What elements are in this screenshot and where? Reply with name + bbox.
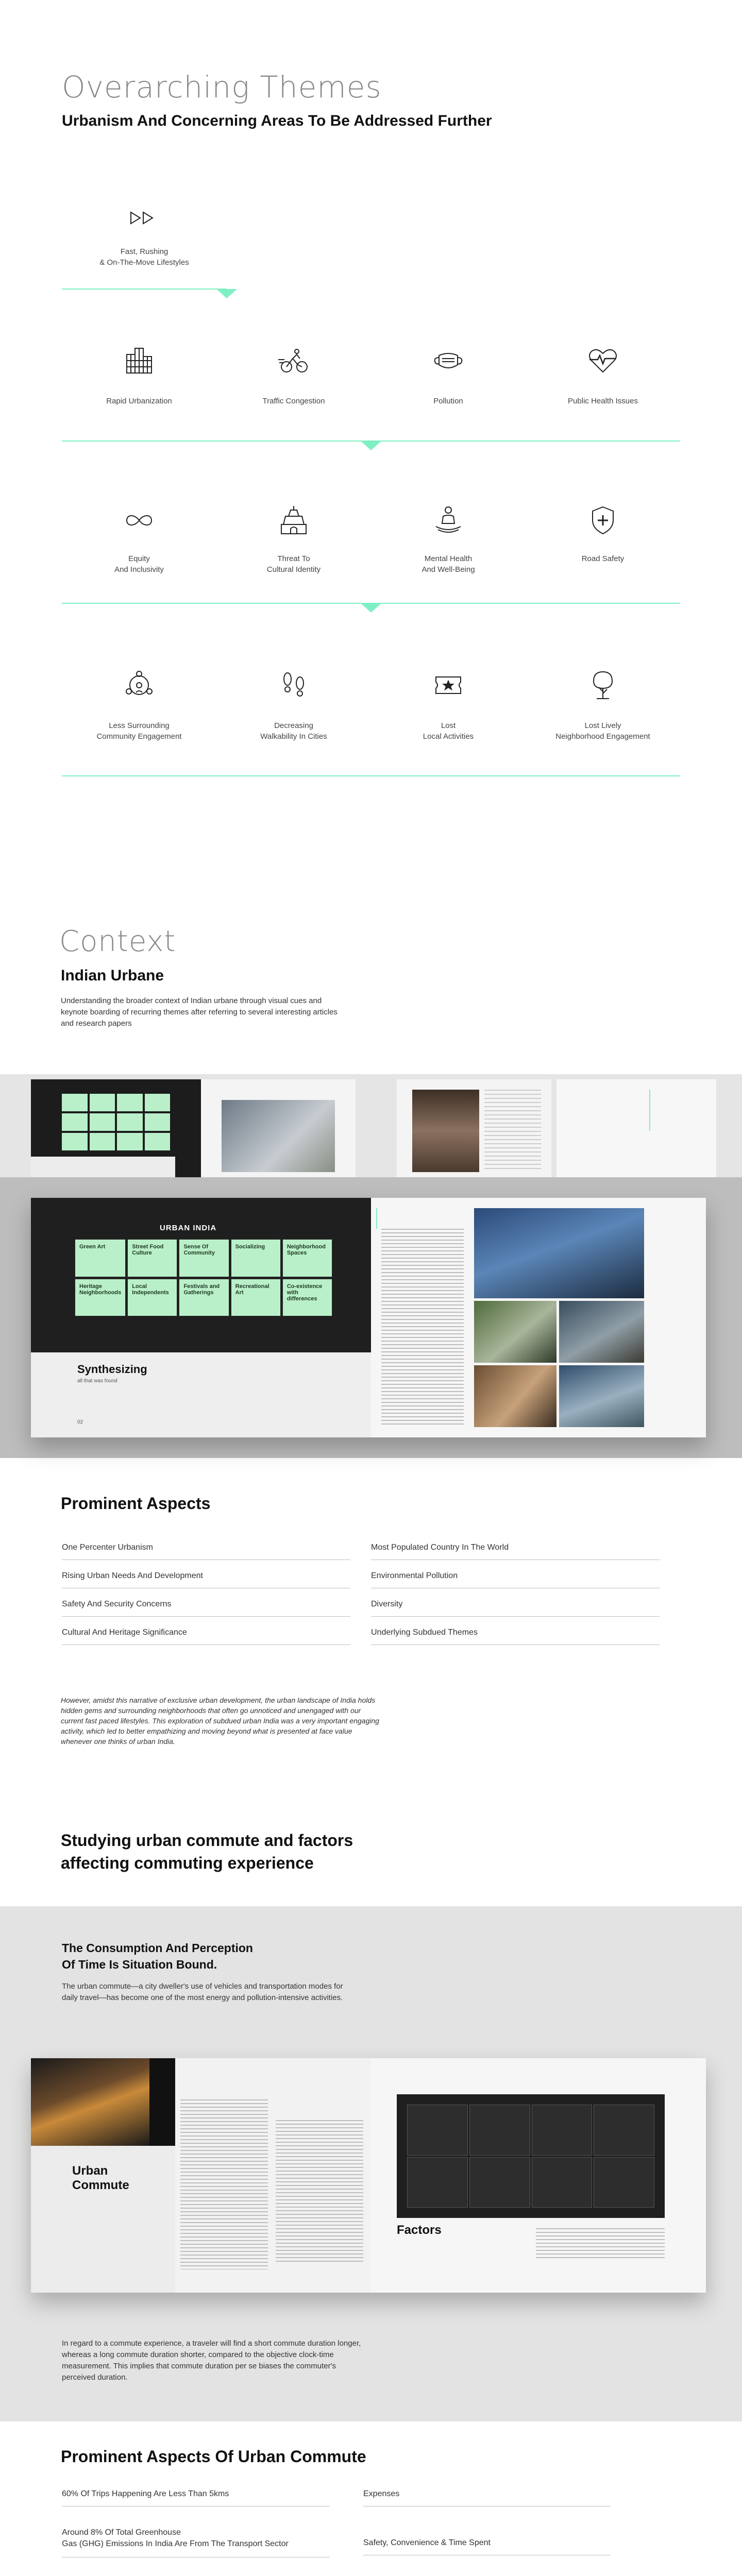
theme-label: Pollution: [433, 397, 463, 405]
book-thumb-photos: [201, 1079, 356, 1177]
aspect-item: One Percenter Urbanism: [62, 1543, 350, 1560]
book-cover-title: Synthesizing: [77, 1363, 147, 1376]
commute-heading: Studying urban commute and factors affecting commuting experience: [61, 1831, 353, 1872]
book-thumb-dark: [31, 1079, 201, 1177]
factors-panel: [397, 2094, 665, 2218]
fast-forward-icon: [129, 210, 160, 228]
theme-label: Threat To Cultural Identity: [266, 554, 321, 574]
arrow-indicator: [361, 603, 381, 613]
open-book: [31, 1198, 706, 1437]
page-number: 02: [77, 1419, 83, 1425]
themes-title: Overarching Themes: [62, 70, 382, 105]
photo-lane: [559, 1365, 644, 1427]
grid-cell: Co-existence with differences: [282, 1279, 332, 1317]
community-icon: [119, 665, 160, 706]
theme-grid: [75, 1239, 332, 1316]
ticket-icon: [428, 665, 469, 706]
theme-equity: [62, 500, 216, 575]
divider: [62, 775, 680, 776]
themes-subtitle: Urbanism And Concerning Areas To Be Addressed Further: [62, 112, 492, 129]
aspects2-title: Prominent Aspects Of Urban Commute: [61, 2447, 366, 2466]
theme-label: Public Health Issues: [568, 397, 638, 405]
grid-cell: Street Food Culture: [127, 1239, 177, 1277]
book-header: URBAN INDIA: [160, 1224, 217, 1232]
theme-label: Lost Lively Neighborhood Engagement: [555, 721, 650, 741]
photo-shop: [474, 1365, 556, 1427]
book-cover-caption: all that was found: [77, 1378, 117, 1384]
meditation-icon: [428, 500, 469, 541]
book-thumb-collage: [397, 1079, 551, 1177]
theme-local-activities: [371, 665, 526, 742]
theme-cultural-identity: [216, 500, 371, 575]
aspect-item: Most Populated Country In The World: [371, 1543, 660, 1560]
aspect-item: 60% Of Trips Happening Are Less Than 5kms: [62, 2481, 330, 2506]
book-left-page: [31, 1198, 371, 1437]
aspect-item: Underlying Subdued Themes: [371, 1628, 660, 1645]
theme-label: Equity And Inclusivity: [114, 554, 164, 574]
aspects2-right-list: [363, 2481, 611, 2576]
grid-cell: Green Art: [75, 1239, 126, 1277]
text-column: [381, 1229, 464, 1425]
arrow-indicator: [361, 441, 381, 450]
theme-label: Mental Health And Well-Being: [421, 554, 475, 574]
aspects-left-list: [62, 1543, 350, 1645]
aspects2-left-list: [62, 2481, 330, 2576]
theme-walkability: [216, 665, 371, 742]
grid-cell: Festivals and Gatherings: [179, 1279, 229, 1317]
commute-band-title: The Consumption And Perception Of Time Is Situation Bound.: [62, 1941, 253, 1971]
grid-cell: Sense Of Community: [179, 1239, 229, 1277]
tree-icon: [582, 665, 623, 706]
context-title: Context: [59, 925, 176, 958]
commute-book: [31, 2058, 706, 2293]
context-subtitle: Indian Urbane: [61, 967, 164, 984]
commute-book-left-title: Urban Commute: [72, 2164, 129, 2192]
grid-cell: Recreational Art: [231, 1279, 281, 1317]
aspect-item: Around 8% Of Total Greenhouse Gas (GHG) Emissions In India Are From The Transport Sector: [62, 2527, 330, 2557]
book-right-page: [371, 1198, 706, 1437]
aspects-right-list: [371, 1543, 660, 1645]
buildings-icon: [119, 340, 160, 381]
aspect-item: Rising Urban Needs And Development: [62, 1571, 350, 1588]
book-thumb-blank: [556, 1079, 716, 1177]
shield-plus-icon: [582, 500, 623, 541]
book-preview-strip: [0, 1074, 742, 1177]
theme-label: Traffic Congestion: [262, 397, 325, 405]
grid-cell: Socializing: [231, 1239, 281, 1277]
intro-label: Fast, Rushing & On-The-Move Lifestyles: [99, 247, 189, 267]
aspect-item: Safety, Convenience & Time Spent: [363, 2538, 611, 2555]
theme-public-health: [526, 340, 680, 406]
theme-label: Road Safety: [581, 554, 625, 563]
text-column: [180, 2099, 268, 2269]
infinity-icon: [119, 500, 160, 541]
photo-street: [474, 1208, 644, 1298]
aspect-item: Environmental Pollution: [371, 1571, 660, 1588]
theme-label: Decreasing Walkability In Cities: [260, 721, 327, 741]
text-column: [276, 2120, 363, 2264]
theme-community-engagement: [62, 665, 216, 742]
theme-label: Lost Local Activities: [423, 721, 474, 741]
cyclist-icon: [273, 340, 314, 381]
aspect-item: Expenses: [363, 2481, 611, 2506]
theme-road-safety: [526, 500, 680, 575]
commute-book-right: [371, 2058, 706, 2293]
heartbeat-icon: [582, 340, 623, 381]
theme-label: Less Surrounding Community Engagement: [96, 721, 182, 741]
aspect-item: Diversity: [371, 1600, 660, 1617]
photo-traffic-night: [31, 2058, 149, 2146]
commute-book-left: [31, 2058, 371, 2293]
theme-label: Rapid Urbanization: [106, 397, 172, 405]
aspects-note: However, amidst this narrative of exclusive urban development, the urban landscape of India holds hidden gems and surrounding neighborhoods that often go unnoticed and unengaged with our current fast paced lifestyles. This exploration of subdued urban India was a very important engaging activity, which led to better empathizing and moving beyond what is presented at face value whenever one thinks of urban India.: [61, 1696, 379, 1745]
text-column: [536, 2228, 665, 2259]
grid-cell: Heritage Neighborhoods: [75, 1279, 126, 1317]
photo-market: [474, 1301, 556, 1363]
mask-icon: [428, 340, 469, 381]
context-description: Understanding the broader context of Indian urbane through visual cues and keynote boarding of recurring themes after referring to several interesting articles and research papers: [61, 996, 338, 1028]
aspect-item: Cultural And Heritage Significance: [62, 1628, 350, 1645]
theme-pollution: [371, 340, 526, 406]
commute-band-footer: In regard to a commute experience, a traveler will find a short commute duration longer, whereas a long commute duration shorter, compared to the objective clock-time measurement. This implies that commute duration per se biases the commuter's perceived duration.: [62, 2339, 361, 2382]
divider: [62, 289, 227, 290]
theme-neighborhood-engagement: [526, 665, 680, 742]
aspect-item: Safety And Security Concerns: [62, 1600, 350, 1617]
photo-building: [559, 1301, 644, 1363]
grid-cell: Local Independents: [127, 1279, 177, 1317]
theme-mental-health: [371, 500, 526, 575]
commute-band: [0, 1906, 742, 2421]
footprints-icon: [273, 665, 314, 706]
commute-book-right-title: Factors: [397, 2223, 442, 2237]
theme-rapid-urbanization: [62, 340, 216, 406]
aspects-title: Prominent Aspects: [61, 1494, 211, 1513]
arrow-indicator: [216, 289, 237, 298]
temple-icon: [273, 500, 314, 541]
theme-traffic-congestion: [216, 340, 371, 406]
book-main-band: [0, 1177, 742, 1458]
commute-band-text: The urban commute—a city dweller's use of vehicles and transportation modes for daily travel—has become one of the most energy and pollution-intensive activities.: [62, 1982, 343, 2002]
grid-cell: Neighborhood Spaces: [282, 1239, 332, 1277]
